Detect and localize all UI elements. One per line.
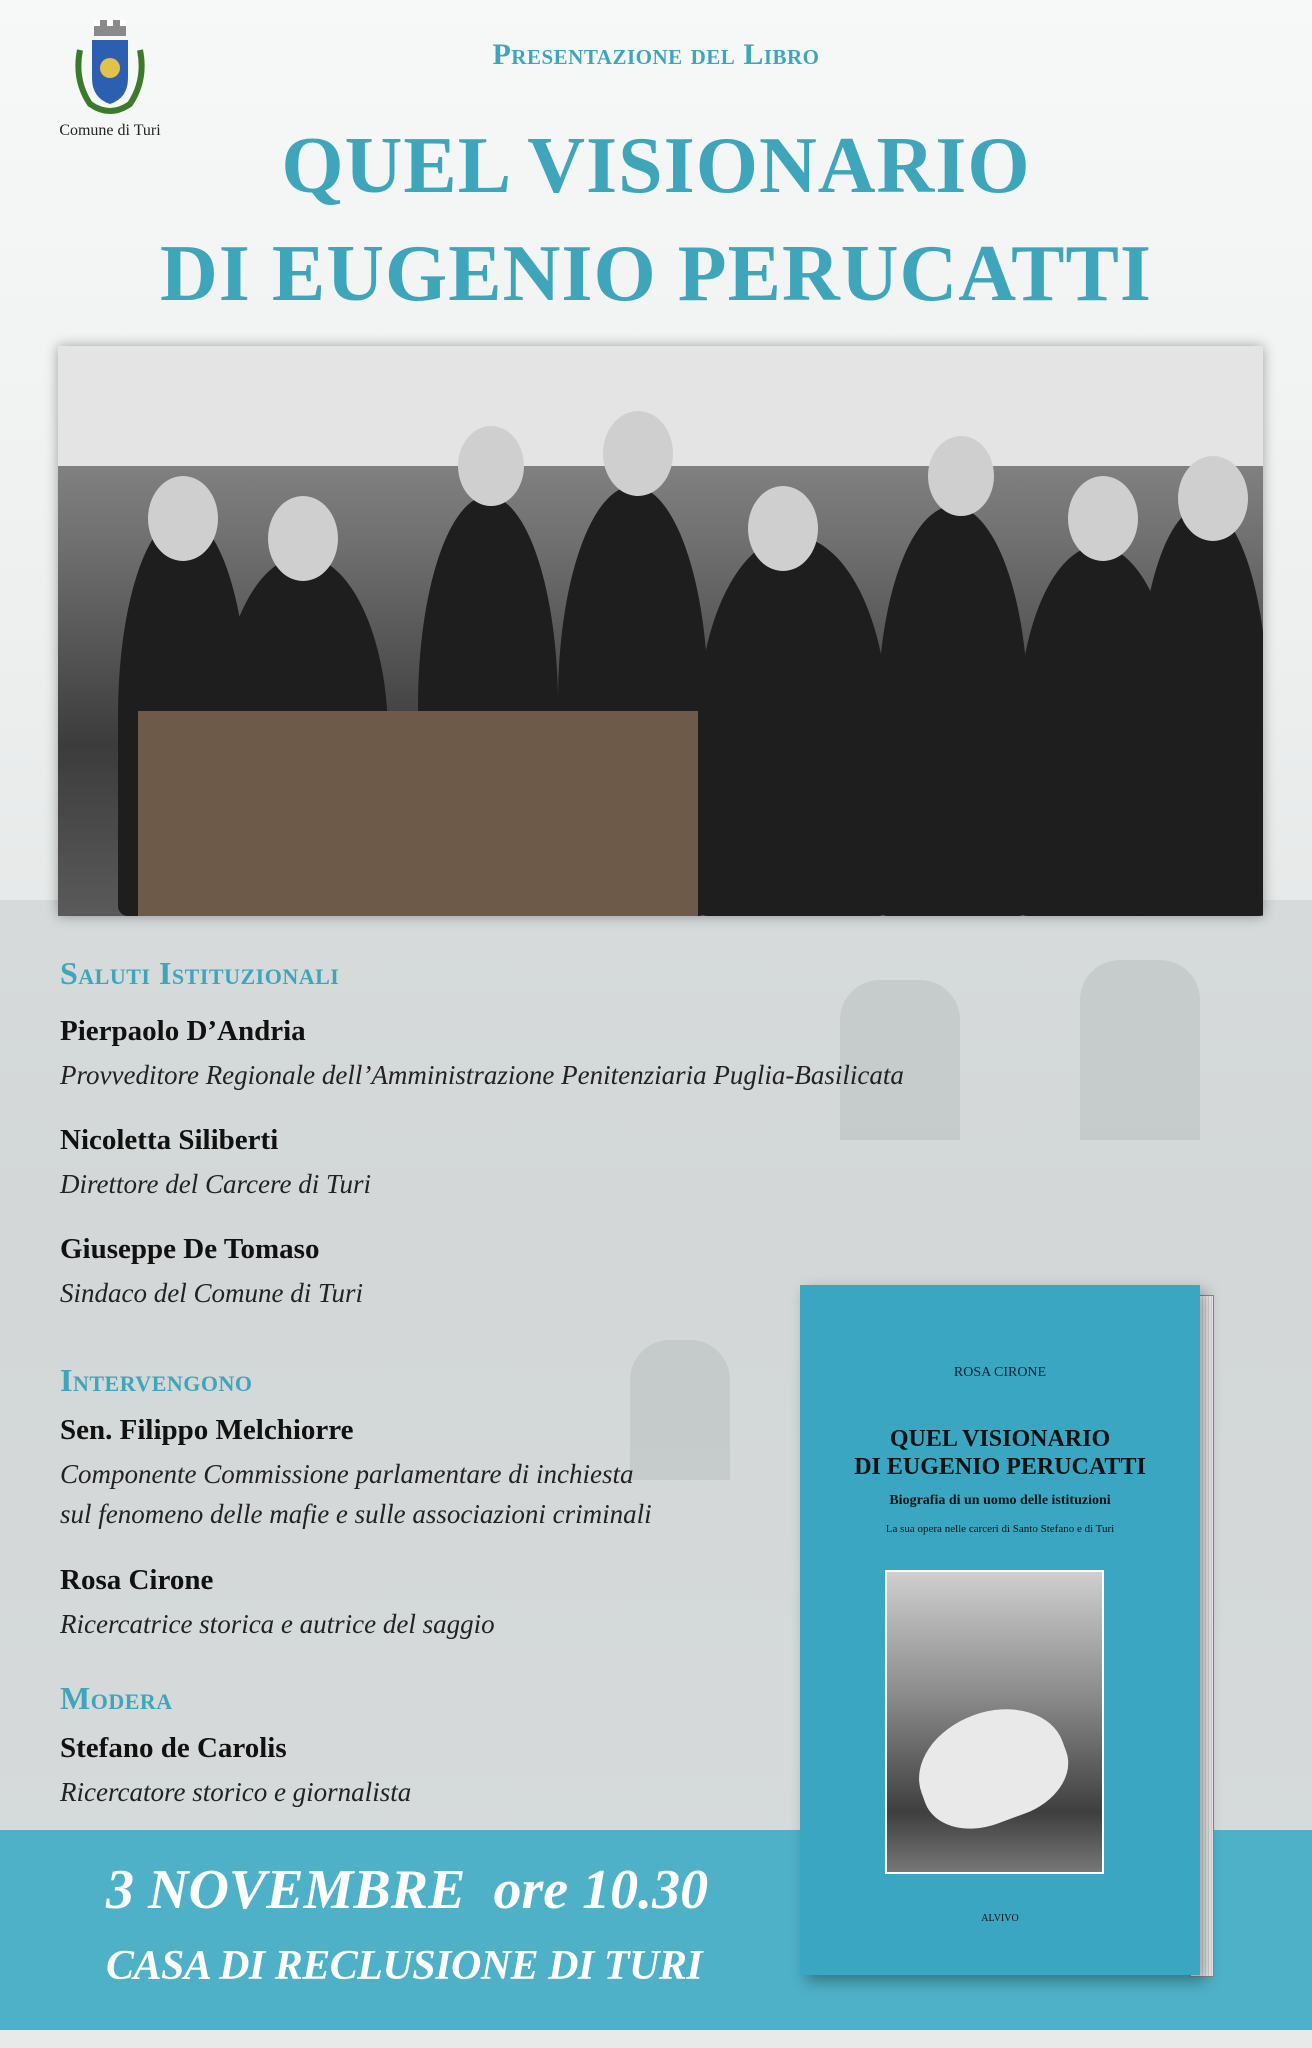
speaker-name: Pierpaolo D’Andria [60,1015,306,1047]
event-time: ore 10.30 [493,1859,709,1921]
speaker-name: Stefano de Carolis [60,1732,287,1764]
group-photo [58,346,1263,916]
speaker-role: Ricercatrice storica e autrice del saggio [60,1609,495,1639]
speaker-name: Sen. Filippo Melchiorre [60,1414,354,1446]
book-cover-photo [885,1570,1104,1874]
speaker-role: Ricercatore storico e giornalista [60,1777,412,1807]
section-heading-modera: Modera [60,1680,173,1716]
book-publisher: ALVIVO [981,1913,1019,1924]
book-subtitle-2: La sua opera nelle carceri di Santo Stefano e di Turi [885,1523,1115,1535]
kicker: Presentazione del Libro [492,38,820,71]
section-heading-saluti: Saluti Istituzionali [60,955,340,991]
page-title [0,112,1312,328]
speaker-role: sul fenomeno delle mafie e sulle associazioni criminali [60,1499,652,1529]
event-place: CASA DI RECLUSIONE DI TURI [106,1943,703,1989]
speaker-name: Nicoletta Siliberti [60,1124,279,1156]
speaker-name: Giuseppe De Tomaso [60,1233,320,1265]
title-line-1: QUEL VISIONARIO [281,122,1031,210]
event-date: 3 NOVEMBRE [106,1859,466,1921]
book-title-line-1: QUEL VISIONARIO [889,1426,1111,1452]
speaker-role: Direttore del Carcere di Turi [60,1169,371,1199]
speaker-role: Provveditore Regionale dell’Amministrazione Penitenziaria Puglia-Basilicata [60,1060,904,1090]
book-subtitle: Biografia di un uomo delle istituzioni [889,1493,1111,1508]
section-heading-intervengono: Intervengono [60,1362,253,1398]
book-title-line-2: DI EUGENIO PERUCATTI [854,1454,1146,1480]
logo-caption: Comune di Turi [59,122,161,139]
event-datetime [106,1858,708,1922]
book-cover [800,1285,1200,1975]
speaker-name: Rosa Cirone [60,1564,214,1596]
title-line-2: DI EUGENIO PERUCATTI [160,230,1152,318]
book-title [800,1425,1200,1481]
book-front [800,1285,1200,1975]
speaker-role: Sindaco del Comune di Turi [60,1278,363,1308]
book-author: ROSA CIRONE [953,1365,1047,1380]
speaker-role: Componente Commissione parlamentare di inchiesta [60,1459,634,1489]
